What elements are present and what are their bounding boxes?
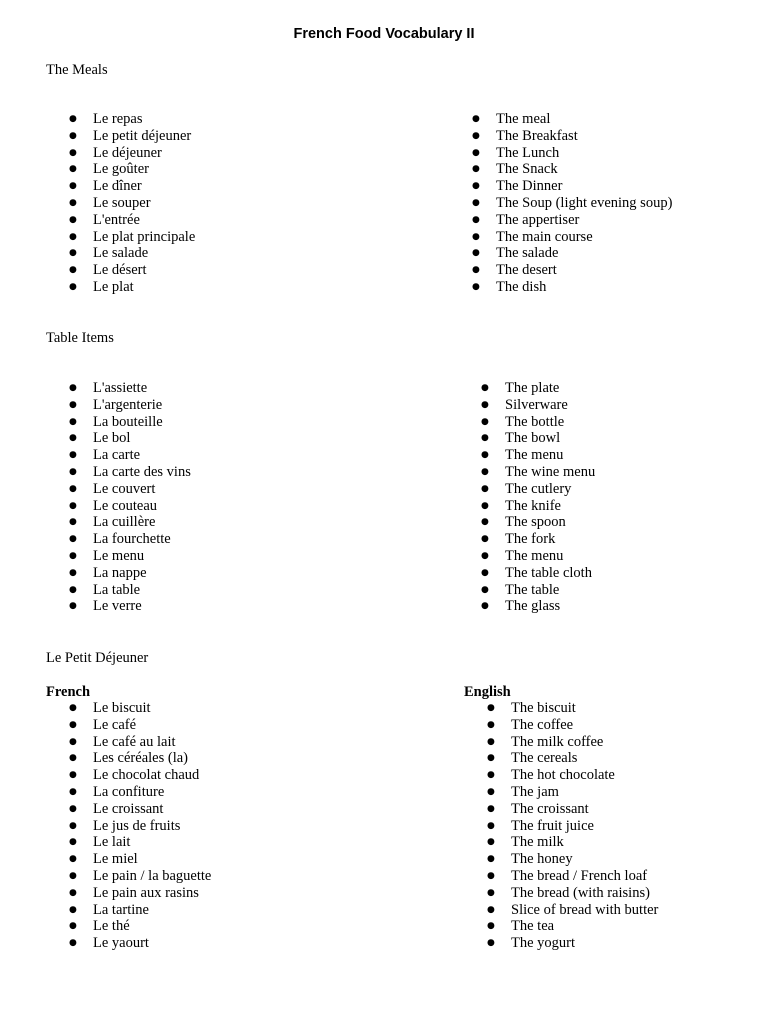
list-item-text: The jam xyxy=(511,783,559,800)
list-item-text: La table xyxy=(93,581,141,598)
list-item-text: The dish xyxy=(496,278,547,295)
bullet-icon: ● xyxy=(69,130,77,141)
bullet-icon: ● xyxy=(481,601,489,612)
bullet-icon: ● xyxy=(69,281,77,292)
list-item xyxy=(481,531,595,548)
list-item-text: The menu xyxy=(505,547,564,564)
list-item xyxy=(487,750,658,767)
bullet-icon: ● xyxy=(69,433,77,444)
bullet-icon: ● xyxy=(69,214,77,225)
list-item xyxy=(487,834,658,851)
list-item xyxy=(487,767,658,784)
list-item xyxy=(69,935,211,952)
bullet-icon: ● xyxy=(481,450,489,461)
bullet-icon: ● xyxy=(69,517,77,528)
list-item xyxy=(69,867,212,885)
bullet-icon: ● xyxy=(481,466,489,477)
list-item xyxy=(472,144,672,162)
section-heading-meals: The Meals xyxy=(46,62,108,78)
list-item xyxy=(472,245,672,262)
list-item-text: Le plat xyxy=(93,278,134,295)
list-item-text: The meal xyxy=(496,111,551,127)
list-item xyxy=(69,161,195,178)
list-item-text: The wine menu xyxy=(505,463,596,480)
list-item xyxy=(487,817,658,835)
list-item xyxy=(472,211,672,229)
list-item xyxy=(487,884,658,902)
bullet-icon: ● xyxy=(69,416,77,427)
meals-french-list xyxy=(69,111,196,296)
bullet-icon: ● xyxy=(69,938,77,949)
list-item xyxy=(69,178,195,195)
bullet-icon: ● xyxy=(487,837,495,848)
list-item-text: The spoon xyxy=(505,514,566,531)
list-item xyxy=(69,228,196,246)
bullet-icon: ● xyxy=(487,770,495,781)
list-item xyxy=(472,161,672,178)
list-item xyxy=(481,413,595,431)
bullet-icon: ● xyxy=(69,164,77,175)
list-item-text: The bread (with raisins) xyxy=(511,884,650,901)
list-item-text: The Snack xyxy=(496,161,558,178)
list-item-text: L'assiette xyxy=(93,380,148,396)
list-item xyxy=(487,733,658,751)
bullet-icon: ● xyxy=(69,500,77,511)
list-item xyxy=(69,767,211,784)
petit-dejeuner-english-list xyxy=(487,700,659,952)
bullet-icon: ● xyxy=(69,887,77,898)
list-item-text: The cereals xyxy=(511,750,578,767)
list-item xyxy=(481,480,595,498)
list-item-text: The hot chocolate xyxy=(511,767,615,784)
list-item-text: The table xyxy=(505,581,560,598)
list-item-text: Le désert xyxy=(93,262,147,279)
list-item xyxy=(69,581,191,599)
bullet-icon: ● xyxy=(481,584,489,595)
list-item-text: The glass xyxy=(505,598,561,615)
bullet-icon: ● xyxy=(69,736,77,747)
bullet-icon: ● xyxy=(69,703,77,713)
list-item xyxy=(487,851,658,868)
list-item xyxy=(481,547,595,565)
list-item xyxy=(69,918,211,935)
meals-english-list xyxy=(472,111,673,296)
list-item xyxy=(487,918,658,935)
list-item-text: Le biscuit xyxy=(93,700,151,716)
list-item xyxy=(69,598,191,615)
bullet-icon: ● xyxy=(487,736,495,747)
list-item xyxy=(487,867,658,885)
bullet-icon: ● xyxy=(69,837,77,848)
list-item-text: L'argenterie xyxy=(93,396,163,413)
bullet-icon: ● xyxy=(487,904,495,915)
bullet-icon: ● xyxy=(472,197,480,208)
list-item-text: L'entrée xyxy=(93,211,140,228)
bullet-icon: ● xyxy=(481,534,489,545)
bullet-icon: ● xyxy=(69,753,77,764)
bullet-icon: ● xyxy=(69,483,77,494)
list-item-text: Le pain / la baguette xyxy=(93,867,212,884)
list-item xyxy=(69,783,211,801)
list-item xyxy=(69,447,191,464)
list-item xyxy=(481,564,595,582)
bullet-icon: ● xyxy=(481,567,489,578)
list-item-text: The bottle xyxy=(505,413,565,430)
list-item xyxy=(69,733,211,751)
list-item-text: The yogurt xyxy=(511,935,576,952)
bullet-icon: ● xyxy=(472,231,480,242)
list-item-text: Le couvert xyxy=(93,480,156,497)
list-item-text: Le bol xyxy=(93,430,131,447)
bullet-icon: ● xyxy=(487,887,495,898)
list-item xyxy=(69,514,191,531)
list-item-text: The fruit juice xyxy=(511,817,594,834)
list-item xyxy=(481,396,595,414)
list-item-text: The biscuit xyxy=(511,700,576,716)
bullet-icon: ● xyxy=(69,248,77,259)
list-item xyxy=(69,262,195,279)
list-item-text: Le souper xyxy=(93,194,151,211)
bullet-icon: ● xyxy=(69,770,77,781)
bullet-icon: ● xyxy=(69,904,77,915)
bullet-icon: ● xyxy=(487,786,495,797)
list-item xyxy=(481,514,595,531)
bullet-icon: ● xyxy=(481,500,489,511)
section-heading-petit-dejeuner: Le Petit Déjeuner xyxy=(46,650,149,666)
list-item-text: Le salade xyxy=(93,245,149,262)
bullet-icon: ● xyxy=(69,450,77,461)
list-item-text: The Lunch xyxy=(496,144,560,161)
bullet-icon: ● xyxy=(69,197,77,208)
list-item-text: Le thé xyxy=(93,918,130,935)
bullet-icon: ● xyxy=(481,399,489,410)
bullet-icon: ● xyxy=(472,214,480,225)
list-item xyxy=(69,127,195,145)
bullet-icon: ● xyxy=(472,181,480,192)
list-item-text: La nappe xyxy=(93,564,147,581)
list-item-text: Le pain aux rasins xyxy=(93,884,199,901)
list-item-text: Le yaourt xyxy=(93,935,149,952)
list-item-text: La carte des vins xyxy=(93,463,191,480)
list-item-text: La bouteille xyxy=(93,413,163,430)
list-item xyxy=(481,497,595,515)
list-item-text: The appertiser xyxy=(496,211,580,228)
list-item-text: La tartine xyxy=(93,901,149,918)
bullet-icon: ● xyxy=(472,281,480,292)
list-item-text: The Dinner xyxy=(496,178,563,195)
bullet-icon: ● xyxy=(69,265,77,276)
list-item xyxy=(487,901,659,919)
list-item-text: Le miel xyxy=(93,851,138,868)
list-item-text: Le café xyxy=(93,716,137,733)
list-item xyxy=(69,144,195,162)
bullet-icon: ● xyxy=(487,719,495,730)
list-item-text: Le petit déjeuner xyxy=(93,127,192,144)
bullet-icon: ● xyxy=(472,265,480,276)
list-item xyxy=(481,598,595,615)
list-item xyxy=(69,211,195,229)
list-item xyxy=(69,480,191,498)
list-item-text: The milk coffee xyxy=(511,733,604,750)
list-item-text: The Breakfast xyxy=(496,127,578,144)
list-item-text: La confiture xyxy=(93,783,165,800)
bullet-icon: ● xyxy=(481,383,489,393)
list-item xyxy=(487,800,658,818)
bullet-icon: ● xyxy=(472,248,480,259)
list-item xyxy=(69,750,211,767)
bullet-icon: ● xyxy=(69,114,77,124)
list-item xyxy=(481,581,595,599)
list-item-text: The tea xyxy=(511,918,555,935)
list-item-text: The plate xyxy=(505,380,560,396)
list-item-text: The table cloth xyxy=(505,564,592,581)
table-items-english-list xyxy=(481,380,596,615)
bullet-icon: ● xyxy=(481,483,489,494)
bullet-icon: ● xyxy=(69,383,77,393)
bullet-icon: ● xyxy=(487,854,495,865)
list-item-text: Le chocolat chaud xyxy=(93,767,200,784)
list-item-text: The fork xyxy=(505,531,556,548)
list-item-text: La carte xyxy=(93,447,141,464)
list-item-text: The salade xyxy=(496,245,559,262)
list-item xyxy=(69,564,191,582)
bullet-icon: ● xyxy=(69,786,77,797)
list-item-text: Le goûter xyxy=(93,161,149,178)
bullet-icon: ● xyxy=(69,399,77,410)
bullet-icon: ● xyxy=(69,820,77,831)
bullet-icon: ● xyxy=(69,181,77,192)
section-heading-table-items: Table Items xyxy=(46,330,114,346)
list-item xyxy=(69,901,211,919)
table-items-french-list xyxy=(69,380,191,615)
column-header-french: French xyxy=(46,684,91,700)
list-item-text: Les céréales (la) xyxy=(93,750,188,767)
bullet-icon: ● xyxy=(69,854,77,865)
list-item-text: The bowl xyxy=(505,430,561,447)
list-item xyxy=(487,716,658,734)
bullet-icon: ● xyxy=(69,870,77,881)
bullet-icon: ● xyxy=(69,147,77,158)
list-item-text: The honey xyxy=(511,851,573,868)
bullet-icon: ● xyxy=(472,164,480,175)
list-item xyxy=(472,178,672,195)
list-item xyxy=(472,262,672,279)
list-item-text: The coffee xyxy=(511,716,574,733)
list-item xyxy=(69,497,191,515)
bullet-icon: ● xyxy=(472,147,480,158)
bullet-icon: ● xyxy=(481,416,489,427)
list-item xyxy=(69,851,211,868)
list-item-text: La fourchette xyxy=(93,531,171,548)
list-item-text: Le repas xyxy=(93,111,143,127)
list-item-text: The main course xyxy=(496,228,593,245)
list-item xyxy=(69,800,211,818)
petit-dejeuner-french-list xyxy=(69,700,212,952)
bullet-icon: ● xyxy=(69,466,77,477)
column-header-english: English xyxy=(464,684,511,700)
list-item xyxy=(472,228,672,246)
list-item-text: The desert xyxy=(496,262,557,279)
list-item-text: The menu xyxy=(505,447,564,464)
list-item xyxy=(69,531,191,548)
list-item xyxy=(69,884,211,902)
bullet-icon: ● xyxy=(481,433,489,444)
list-item xyxy=(69,834,211,851)
list-item xyxy=(69,430,191,447)
list-item-text: Silverware xyxy=(505,396,568,413)
bullet-icon: ● xyxy=(481,517,489,528)
list-item-text: The knife xyxy=(505,497,561,514)
list-item-text: The cutlery xyxy=(505,480,572,497)
list-item xyxy=(481,463,596,481)
bullet-icon: ● xyxy=(472,130,480,141)
list-item-text: Le lait xyxy=(93,834,131,851)
document-title: French Food Vocabulary II xyxy=(293,26,475,42)
list-item xyxy=(487,935,658,952)
list-item-text: Le menu xyxy=(93,547,145,564)
list-item-text: Le croissant xyxy=(93,800,164,817)
list-item xyxy=(69,413,191,431)
list-item-text: Slice of bread with butter xyxy=(511,901,659,918)
list-item-text: La cuillère xyxy=(93,514,156,531)
list-item xyxy=(69,716,211,734)
list-item xyxy=(69,700,211,717)
bullet-icon: ● xyxy=(69,601,77,612)
bullet-icon: ● xyxy=(69,584,77,595)
list-item xyxy=(69,245,195,262)
bullet-icon: ● xyxy=(69,550,77,561)
list-item xyxy=(472,111,672,128)
bullet-icon: ● xyxy=(487,703,495,713)
bullet-icon: ● xyxy=(472,114,480,124)
bullet-icon: ● xyxy=(69,567,77,578)
list-item xyxy=(481,447,595,464)
list-item xyxy=(69,396,191,414)
bullet-icon: ● xyxy=(487,938,495,949)
list-item xyxy=(69,194,195,212)
list-item xyxy=(69,547,191,565)
bullet-icon: ● xyxy=(487,820,495,831)
list-item-text: Le couteau xyxy=(93,497,158,514)
list-item-text: The milk xyxy=(511,834,564,851)
list-item-text: Le déjeuner xyxy=(93,144,162,161)
list-item-text: The bread / French loaf xyxy=(511,867,648,884)
list-item xyxy=(69,817,211,835)
list-item xyxy=(481,430,595,447)
bullet-icon: ● xyxy=(487,803,495,814)
bullet-icon: ● xyxy=(69,534,77,545)
list-item xyxy=(472,278,672,296)
list-item-text: Le plat principale xyxy=(93,228,196,245)
list-item-text: Le jus de fruits xyxy=(93,817,181,834)
list-item xyxy=(69,463,191,481)
list-item-text: The croissant xyxy=(511,800,589,817)
list-item xyxy=(472,127,672,145)
list-item xyxy=(481,380,595,397)
list-item-text: Le verre xyxy=(93,598,142,615)
bullet-icon: ● xyxy=(69,719,77,730)
bullet-icon: ● xyxy=(487,921,495,932)
list-item xyxy=(487,783,658,801)
list-item-text: The Soup (light evening soup) xyxy=(496,194,673,211)
list-item xyxy=(487,700,658,717)
bullet-icon: ● xyxy=(481,550,489,561)
list-item xyxy=(472,194,673,212)
bullet-icon: ● xyxy=(487,870,495,881)
list-item xyxy=(69,111,195,128)
list-item xyxy=(69,278,195,296)
bullet-icon: ● xyxy=(69,921,77,932)
bullet-icon: ● xyxy=(69,231,77,242)
bullet-icon: ● xyxy=(487,753,495,764)
list-item-text: Le café au lait xyxy=(93,733,176,750)
bullet-icon: ● xyxy=(69,803,77,814)
list-item xyxy=(69,380,191,397)
list-item-text: Le dîner xyxy=(93,178,142,195)
